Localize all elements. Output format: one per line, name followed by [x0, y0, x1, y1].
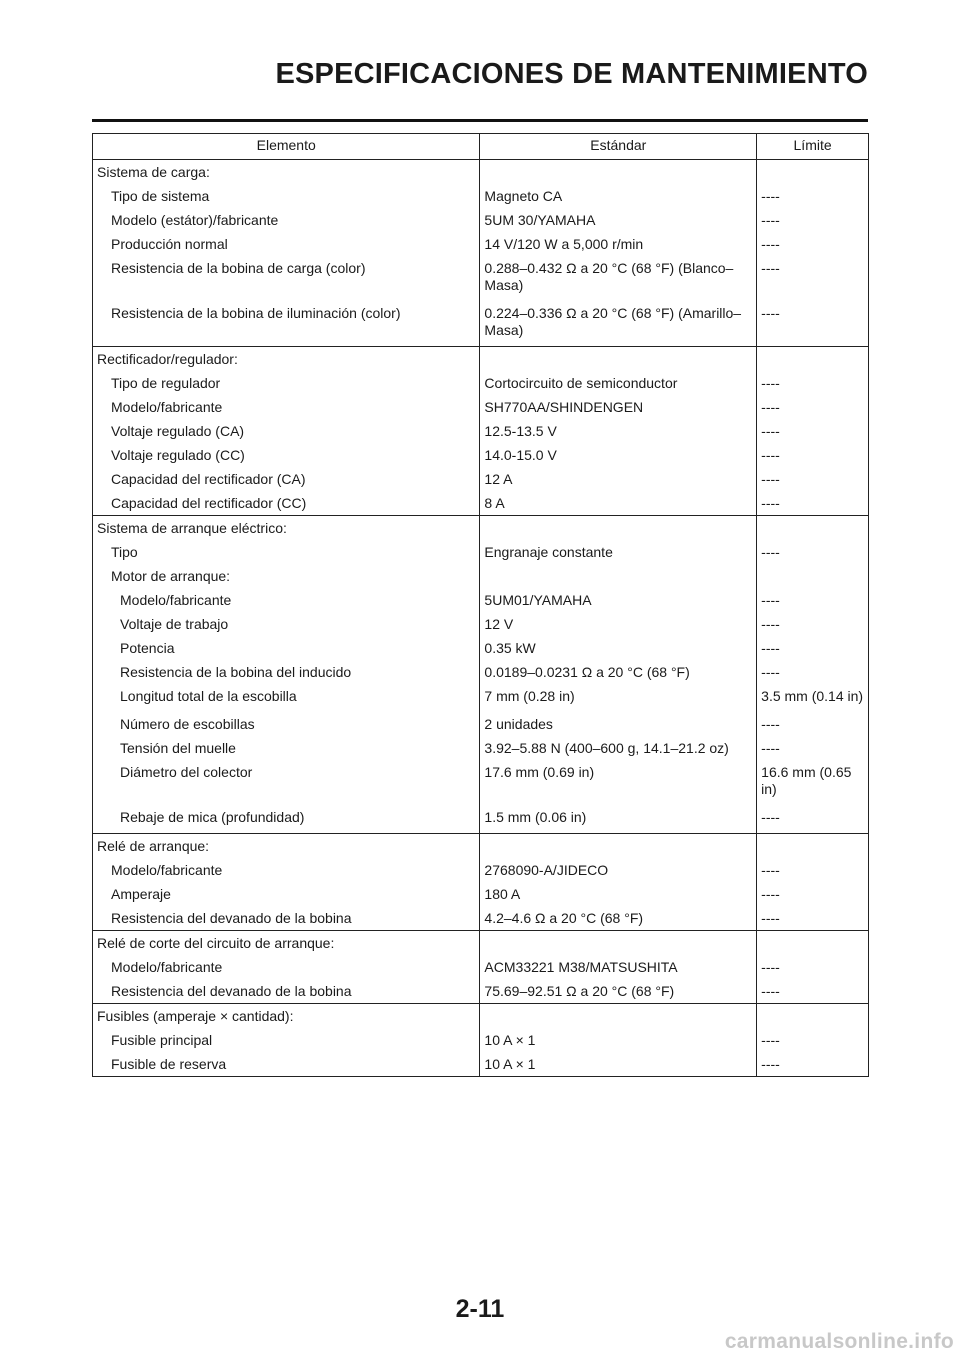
limit-cell-text: ----	[761, 959, 780, 975]
limit-cell-text: ----	[761, 983, 780, 999]
element-cell-text: Amperaje	[111, 886, 171, 902]
standard-cell-text: 0.35 kW	[484, 640, 536, 656]
element-cell	[93, 301, 480, 347]
element-cell-text: Modelo/fabricante	[111, 862, 223, 878]
title-rule	[92, 119, 868, 122]
element-cell-text: Sistema de arranque eléctrico:	[97, 520, 287, 536]
element-cell-text: Modelo/fabricante	[111, 399, 223, 415]
element-cell	[93, 256, 480, 301]
table-row	[93, 208, 869, 232]
standard-cell	[480, 232, 757, 256]
limit-cell	[757, 588, 869, 612]
standard-cell	[480, 684, 757, 712]
element-cell	[93, 636, 480, 660]
limit-cell	[757, 491, 869, 516]
element-cell-text: Tipo de sistema	[111, 188, 210, 204]
table-row	[93, 395, 869, 419]
standard-cell-text: Engranaje constante	[484, 544, 613, 560]
element-cell	[93, 232, 480, 256]
limit-cell	[757, 882, 869, 906]
standard-cell-text: 1.5 mm (0.06 in)	[484, 809, 587, 825]
table-row	[93, 588, 869, 612]
table-row	[93, 612, 869, 636]
standard-cell-text: 4.2–4.6 Ω a 20 °C (68 °F)	[484, 910, 644, 926]
element-cell	[93, 882, 480, 906]
standard-cell-text: 12.5-13.5 V	[484, 423, 557, 439]
page-number: 2-11	[455, 1295, 505, 1323]
standard-cell	[480, 1004, 757, 1029]
element-cell	[93, 540, 480, 564]
table-row	[93, 256, 869, 301]
limit-cell-text: ----	[761, 1056, 780, 1072]
element-cell-text: Modelo/fabricante	[120, 592, 232, 608]
limit-cell	[757, 1028, 869, 1052]
table-row	[93, 805, 869, 834]
element-cell-text: Rectificador/regulador:	[97, 351, 238, 367]
header-standard: Estándar	[480, 134, 757, 160]
standard-cell	[480, 588, 757, 612]
limit-cell	[757, 906, 869, 931]
element-cell	[93, 371, 480, 395]
table-row	[93, 660, 869, 684]
standard-cell-text: 0.288–0.432 Ω a 20 °C (68 °F) (Blanco–Masa)	[484, 260, 734, 293]
limit-cell	[757, 736, 869, 760]
element-cell	[93, 160, 480, 185]
table-row	[93, 955, 869, 979]
standard-cell	[480, 979, 757, 1004]
limit-cell-text: ----	[761, 640, 780, 656]
table-row	[93, 979, 869, 1004]
element-cell-text: Modelo (estátor)/fabricante	[111, 212, 279, 228]
limit-cell-text: ----	[761, 305, 780, 321]
standard-cell	[480, 636, 757, 660]
element-cell-text: Resistencia de la bobina del inducido	[120, 664, 352, 680]
watermark: carmanualsonline.info	[724, 1330, 954, 1353]
element-cell-text: Rebaje de mica (profundidad)	[120, 809, 305, 825]
limit-cell-text: ----	[761, 471, 780, 487]
element-cell	[93, 1028, 480, 1052]
section-row	[93, 1004, 869, 1029]
table-row	[93, 419, 869, 443]
standard-cell-text: 2 unidades	[484, 716, 553, 732]
limit-cell-text: ----	[761, 236, 780, 252]
element-cell	[93, 564, 480, 588]
standard-cell	[480, 184, 757, 208]
element-cell-text: Voltaje de trabajo	[120, 616, 229, 632]
limit-cell	[757, 232, 869, 256]
standard-cell-text: 3.92–5.88 N (400–600 g, 14.1–21.2 oz)	[484, 740, 729, 756]
table-row	[93, 564, 869, 588]
standard-cell	[480, 955, 757, 979]
limit-cell-text: ----	[761, 495, 780, 511]
limit-cell-text: ----	[761, 188, 780, 204]
standard-cell-text: SH770AA/SHINDENGEN	[484, 399, 644, 415]
element-cell	[93, 516, 480, 541]
element-cell	[93, 955, 480, 979]
header-limit: Límite	[757, 134, 869, 160]
limit-cell	[757, 256, 869, 301]
element-cell	[93, 858, 480, 882]
element-cell	[93, 1004, 480, 1029]
standard-cell	[480, 1052, 757, 1077]
standard-cell-text: 10 A × 1	[484, 1032, 536, 1048]
spec-table	[92, 133, 869, 1077]
element-cell	[93, 979, 480, 1004]
standard-cell-text: 0.0189–0.0231 Ω a 20 °C (68 °F)	[484, 664, 690, 680]
element-cell	[93, 184, 480, 208]
limit-cell-text: ----	[761, 447, 780, 463]
table-row	[93, 636, 869, 660]
table-row	[93, 684, 869, 712]
element-cell	[93, 588, 480, 612]
limit-cell	[757, 760, 869, 805]
element-cell	[93, 684, 480, 712]
element-cell-text: Relé de arranque:	[97, 838, 210, 854]
table-row	[93, 712, 869, 736]
limit-cell-text: ----	[761, 664, 780, 680]
element-cell	[93, 805, 480, 834]
standard-cell	[480, 834, 757, 859]
element-cell-text: Relé de corte del circuito de arranque:	[97, 935, 335, 951]
standard-cell	[480, 612, 757, 636]
limit-cell	[757, 540, 869, 564]
table-row	[93, 858, 869, 882]
element-cell-text: Fusible principal	[111, 1032, 213, 1048]
table-row	[93, 760, 869, 805]
limit-cell-text: ----	[761, 399, 780, 415]
standard-cell	[480, 660, 757, 684]
limit-cell	[757, 805, 869, 834]
limit-cell-text: ----	[761, 592, 780, 608]
standard-cell-text: 14.0-15.0 V	[484, 447, 557, 463]
element-cell-text: Tensión del muelle	[120, 740, 236, 756]
table-row	[93, 882, 869, 906]
element-cell-text: Resistencia del devanado de la bobina	[111, 910, 352, 926]
element-cell	[93, 834, 480, 859]
element-cell	[93, 419, 480, 443]
standard-cell	[480, 160, 757, 185]
element-cell-text: Sistema de carga:	[97, 164, 210, 180]
limit-cell	[757, 636, 869, 660]
standard-cell-text: Magneto CA	[484, 188, 563, 204]
limit-cell-text: ----	[761, 716, 780, 732]
limit-cell	[757, 712, 869, 736]
standard-cell	[480, 395, 757, 419]
standard-cell	[480, 491, 757, 516]
limit-cell	[757, 208, 869, 232]
standard-cell	[480, 347, 757, 372]
table-header-row	[93, 134, 869, 160]
spec-table-body	[93, 160, 869, 1077]
standard-cell-text: 12 V	[484, 616, 514, 632]
element-cell	[93, 1052, 480, 1077]
standard-cell	[480, 540, 757, 564]
limit-cell	[757, 1004, 869, 1029]
standard-cell	[480, 467, 757, 491]
element-cell-text: Fusible de reserva	[111, 1056, 227, 1072]
table-row	[93, 1028, 869, 1052]
table-row	[93, 540, 869, 564]
limit-cell-text: ----	[761, 862, 780, 878]
element-cell-text: Resistencia de la bobina de iluminación (color)	[111, 305, 401, 321]
table-row	[93, 443, 869, 467]
limit-cell	[757, 443, 869, 467]
standard-cell	[480, 256, 757, 301]
element-cell-text: Potencia	[120, 640, 175, 656]
limit-cell-text: ----	[761, 260, 780, 276]
section-row	[93, 931, 869, 956]
element-cell	[93, 491, 480, 516]
table-row	[93, 232, 869, 256]
limit-cell	[757, 347, 869, 372]
limit-cell	[757, 184, 869, 208]
limit-cell	[757, 858, 869, 882]
element-cell-text: Longitud total de la escobilla	[120, 688, 297, 704]
limit-cell	[757, 931, 869, 956]
standard-cell	[480, 736, 757, 760]
standard-cell-text: 7 mm (0.28 in)	[484, 688, 575, 704]
standard-cell-text: 12 A	[484, 471, 513, 487]
element-cell	[93, 760, 480, 805]
standard-cell-text: 10 A × 1	[484, 1056, 536, 1072]
limit-cell-text: ----	[761, 544, 780, 560]
element-cell	[93, 612, 480, 636]
limit-cell-text: ----	[761, 1032, 780, 1048]
element-cell	[93, 736, 480, 760]
table-row	[93, 184, 869, 208]
standard-cell	[480, 1028, 757, 1052]
standard-cell-text: 17.6 mm (0.69 in)	[484, 764, 595, 780]
header-element: Elemento	[93, 134, 480, 160]
limit-cell-text: ----	[761, 886, 780, 902]
element-cell	[93, 906, 480, 931]
element-cell	[93, 712, 480, 736]
element-cell-text: Número de escobillas	[120, 716, 255, 732]
standard-cell	[480, 419, 757, 443]
standard-cell	[480, 805, 757, 834]
section-row	[93, 347, 869, 372]
standard-cell	[480, 301, 757, 347]
element-cell	[93, 467, 480, 491]
standard-cell	[480, 906, 757, 931]
element-cell	[93, 395, 480, 419]
limit-cell	[757, 395, 869, 419]
limit-cell	[757, 660, 869, 684]
table-row	[93, 371, 869, 395]
table-row	[93, 491, 869, 516]
standard-cell	[480, 882, 757, 906]
limit-cell	[757, 516, 869, 541]
table-row	[93, 301, 869, 347]
table-row	[93, 1052, 869, 1077]
standard-cell	[480, 564, 757, 588]
element-cell-text: Capacidad del rectificador (CA)	[111, 471, 306, 487]
limit-cell	[757, 979, 869, 1004]
standard-cell-text: 5UM 30/YAMAHA	[484, 212, 596, 228]
limit-cell	[757, 371, 869, 395]
standard-cell	[480, 931, 757, 956]
element-cell-text: Producción normal	[111, 236, 228, 252]
element-cell	[93, 208, 480, 232]
standard-cell	[480, 858, 757, 882]
element-cell-text: Modelo/fabricante	[111, 959, 223, 975]
section-row	[93, 160, 869, 185]
standard-cell	[480, 443, 757, 467]
page-title: ESPECIFICACIONES DE MANTENIMIENTO	[275, 58, 868, 90]
standard-cell-text: 0.224–0.336 Ω a 20 °C (68 °F) (Amarillo–Masa)	[484, 305, 742, 338]
limit-cell	[757, 467, 869, 491]
limit-cell-text: 16.6 mm (0.65 in)	[761, 764, 852, 797]
element-cell-text: Tipo	[111, 544, 138, 560]
standard-cell-text: 5UM01/YAMAHA	[484, 592, 592, 608]
element-cell-text: Voltaje regulado (CA)	[111, 423, 245, 439]
element-cell-text: Tipo de regulador	[111, 375, 221, 391]
standard-cell	[480, 760, 757, 805]
table-row	[93, 736, 869, 760]
table-row	[93, 906, 869, 931]
limit-cell	[757, 612, 869, 636]
limit-cell	[757, 419, 869, 443]
standard-cell	[480, 516, 757, 541]
element-cell-text: Fusibles (amperaje × cantidad):	[97, 1008, 294, 1024]
standard-cell-text: 75.69–92.51 Ω a 20 °C (68 °F)	[484, 983, 675, 999]
standard-cell	[480, 371, 757, 395]
limit-cell	[757, 955, 869, 979]
limit-cell-text: ----	[761, 809, 780, 825]
element-cell	[93, 443, 480, 467]
standard-cell-text: 8 A	[484, 495, 505, 511]
element-cell	[93, 347, 480, 372]
standard-cell	[480, 712, 757, 736]
limit-cell	[757, 834, 869, 859]
element-cell-text: Capacidad del rectificador (CC)	[111, 495, 307, 511]
limit-cell	[757, 1052, 869, 1077]
element-cell-text: Resistencia de la bobina de carga (color)	[111, 260, 366, 276]
limit-cell-text: ----	[761, 616, 780, 632]
section-row	[93, 834, 869, 859]
standard-cell-text: 180 A	[484, 886, 521, 902]
limit-cell-text: ----	[761, 910, 780, 926]
table-row	[93, 467, 869, 491]
limit-cell-text: ----	[761, 740, 780, 756]
standard-cell-text: Cortocircuito de semiconductor	[484, 375, 678, 391]
limit-cell	[757, 301, 869, 347]
standard-cell-text: 2768090-A/JIDECO	[484, 862, 609, 878]
element-cell-text: Motor de arranque:	[111, 568, 231, 584]
standard-cell-text: 14 V/120 W a 5,000 r/min	[484, 236, 644, 252]
limit-cell-text: 3.5 mm (0.14 in)	[761, 688, 864, 704]
limit-cell	[757, 564, 869, 588]
limit-cell-text: ----	[761, 212, 780, 228]
element-cell	[93, 931, 480, 956]
element-cell-text: Voltaje regulado (CC)	[111, 447, 245, 463]
section-row	[93, 516, 869, 541]
element-cell-text: Diámetro del colector	[120, 764, 253, 780]
element-cell	[93, 660, 480, 684]
limit-cell	[757, 160, 869, 185]
standard-cell-text: ACM33221 M38/MATSUSHITA	[484, 959, 678, 975]
limit-cell	[757, 684, 869, 712]
standard-cell	[480, 208, 757, 232]
limit-cell-text: ----	[761, 423, 780, 439]
element-cell-text: Resistencia del devanado de la bobina	[111, 983, 352, 999]
limit-cell-text: ----	[761, 375, 780, 391]
